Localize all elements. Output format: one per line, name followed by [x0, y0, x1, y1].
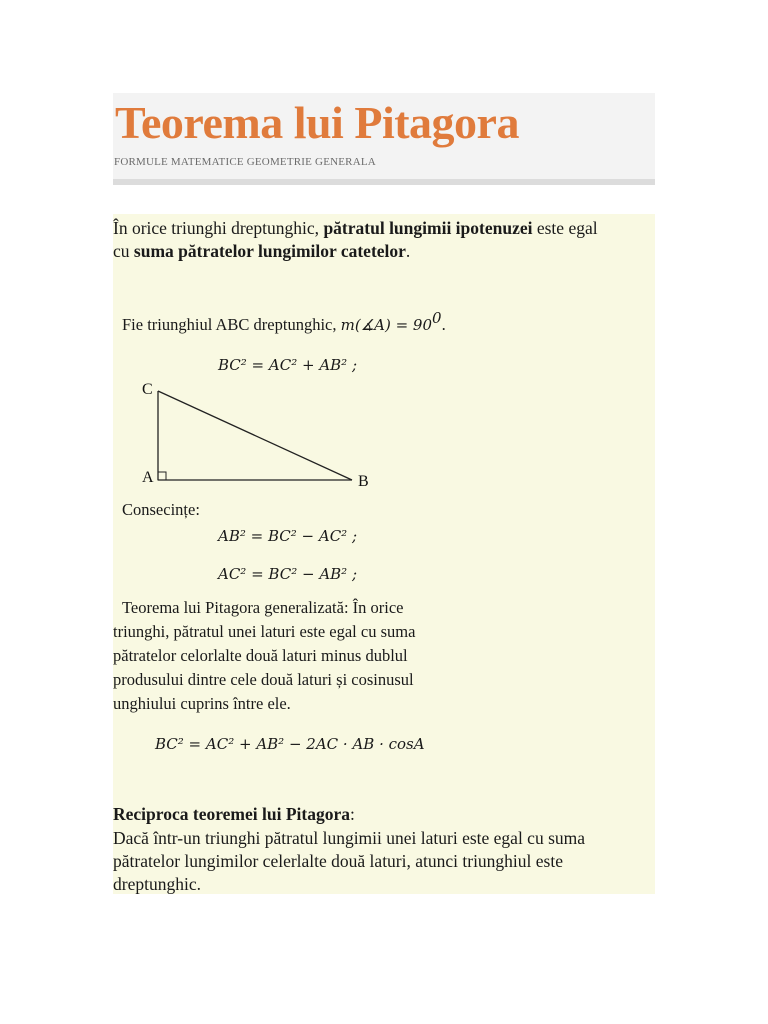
- intro-line-1: În orice triunghi dreptunghic, pătratul lungimii ipotenuzei este egal: [113, 218, 598, 238]
- pythagoras-formula: BC² = AC² + AB² ;: [218, 356, 358, 374]
- reciprocal-line-3: dreptunghic.: [113, 874, 201, 894]
- intro-line-2: cu suma pătratelor lungimilor catetelor.: [113, 241, 411, 261]
- generalized-line-1: Teorema lui Pitagora generalizată: În orice: [122, 598, 404, 617]
- generalized-line-5: unghiului cuprins între ele.: [113, 694, 291, 713]
- generalized-line-2: triunghi, pătratul unei laturi este egal cu suma: [113, 622, 416, 641]
- consequences-label: Consecințe:: [122, 500, 200, 519]
- header-divider: [113, 179, 655, 185]
- reciprocal-line-2: pătratelor lungimilor celerlalte două laturi, atunci triunghiul este: [113, 851, 563, 871]
- page-subtitle: FORMULE MATEMATICE GEOMETRIE GENERALA: [114, 156, 376, 168]
- generalized-line-3: pătratelor celorlalte două laturi minus dublul: [113, 646, 408, 665]
- right-angle-marker: [158, 472, 166, 480]
- page-title: Teorema lui Pitagora: [115, 97, 519, 148]
- vertex-a-label: A: [142, 469, 154, 486]
- reciprocal-line-1: Dacă într-un triunghi pătratul lungimii unei laturi este egal cu suma: [113, 828, 586, 848]
- side-bc: [158, 391, 352, 480]
- triangle-figure: [130, 376, 380, 496]
- law-of-cosines-formula: BC² = AC² + AB² − 2AC · AB · cosA: [155, 735, 425, 753]
- vertex-b-label: B: [358, 473, 369, 490]
- consequence-formula-2: AC² = BC² − AB² ;: [218, 565, 358, 583]
- consequence-formula-1: AB² = BC² − AC² ;: [218, 527, 358, 545]
- generalized-line-4: produsului dintre cele două laturi și cosinusul: [113, 670, 414, 689]
- vertex-c-label: C: [142, 381, 153, 398]
- theorem-statement: Fie triunghiul ABC dreptunghic, m(∡A) = $90^0$.: [122, 309, 446, 334]
- reciprocal-title: Reciproca teoremei lui Pitagora:: [113, 804, 355, 824]
